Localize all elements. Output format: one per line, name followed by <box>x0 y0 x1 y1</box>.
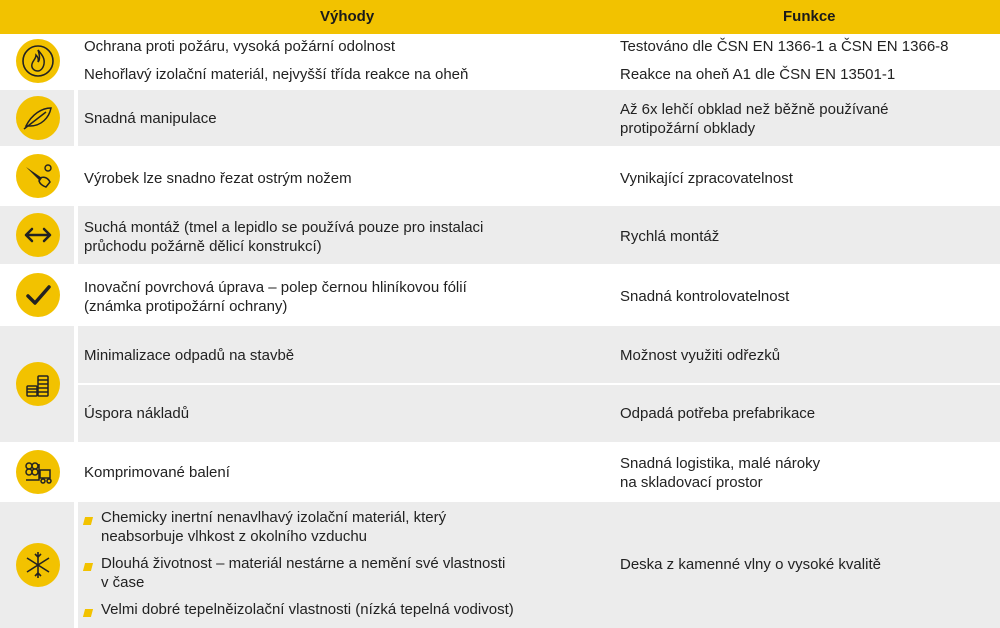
function-text: Možnost využiti odřezků <box>620 347 781 364</box>
feather-icon <box>16 96 60 140</box>
table-row <box>0 266 1000 324</box>
benefit-text: Komprimované balení <box>84 464 230 481</box>
function-text: Testováno dle ČSN EN 1366-1 a ČSN EN 1366-8 <box>620 38 949 55</box>
benefit-text: Minimalizace odpadů na stavbě <box>84 347 295 364</box>
table-row <box>0 34 1000 88</box>
table-header <box>0 0 1000 34</box>
table-row <box>0 502 1000 628</box>
header-benefits: Výhody <box>320 8 375 25</box>
forklift-icon <box>16 450 60 494</box>
snowflake-sun-icon <box>16 543 60 587</box>
benefit-text: Suchá montáž (tmel a lepidlo se používá pouze pro instalaci <box>84 219 484 236</box>
table-row <box>0 148 1000 204</box>
benefit-text: Velmi dobré tepelněizolační vlastnosti (nízká tepelná vodivost) <box>101 601 514 618</box>
checkmark-icon <box>16 273 60 317</box>
table-row <box>0 206 1000 264</box>
benefit-text: Dlouhá životnost – materiál nestárne a nemění své vlastnosti <box>101 555 506 572</box>
table-row <box>0 326 1000 442</box>
fire-icon <box>16 39 60 83</box>
function-text: protipožární obklady <box>620 120 756 137</box>
coins-icon <box>16 362 60 406</box>
function-text: na skladovací prostor <box>620 474 763 491</box>
function-text: Vynikající zpracovatelnost <box>620 170 793 187</box>
benefit-text: Nehořlavý izolační materiál, nejvyšší třída reakce na oheň <box>84 66 469 83</box>
benefit-text: Chemicky inertní nenavlhavý izolační materiál, který <box>101 509 447 526</box>
function-text: Reakce na oheň A1 dle ČSN EN 13501-1 <box>620 66 896 83</box>
benefit-text: Snadná manipulace <box>84 110 217 127</box>
benefit-text: neabsorbuje vlhkost z okolního vzduchu <box>101 528 368 545</box>
benefit-text: Úspora nákladů <box>84 405 190 422</box>
benefit-text: Ochrana proti požáru, vysoká požární odolnost <box>84 38 396 55</box>
benefit-text: Výrobek lze snadno řezat ostrým nožem <box>84 170 352 187</box>
benefit-text: Inovační povrchová úprava – polep černou hliníkovou fólií <box>84 279 467 296</box>
benefit-text: v čase <box>101 574 145 591</box>
function-text: Deska z kamenné vlny o vysoké kvalitě <box>620 556 881 573</box>
table-row <box>0 444 1000 500</box>
function-text: Až 6x lehčí obklad než běžně používané <box>620 101 889 118</box>
function-text: Rychlá montáž <box>620 228 720 245</box>
table-row <box>0 90 1000 146</box>
header-functions: Funkce <box>783 8 836 25</box>
knife-hand-icon <box>16 154 60 198</box>
function-text: Snadná kontrolovatelnost <box>620 288 790 305</box>
function-text: Snadná logistika, malé nároky <box>620 455 821 472</box>
double-arrow-icon <box>16 213 60 257</box>
function-text: Odpadá potřeba prefabrikace <box>620 405 816 422</box>
benefit-text: (známka protipožární ochrany) <box>84 298 288 315</box>
benefit-text: průchodu požárně dělicí konstrukcí) <box>84 238 322 255</box>
